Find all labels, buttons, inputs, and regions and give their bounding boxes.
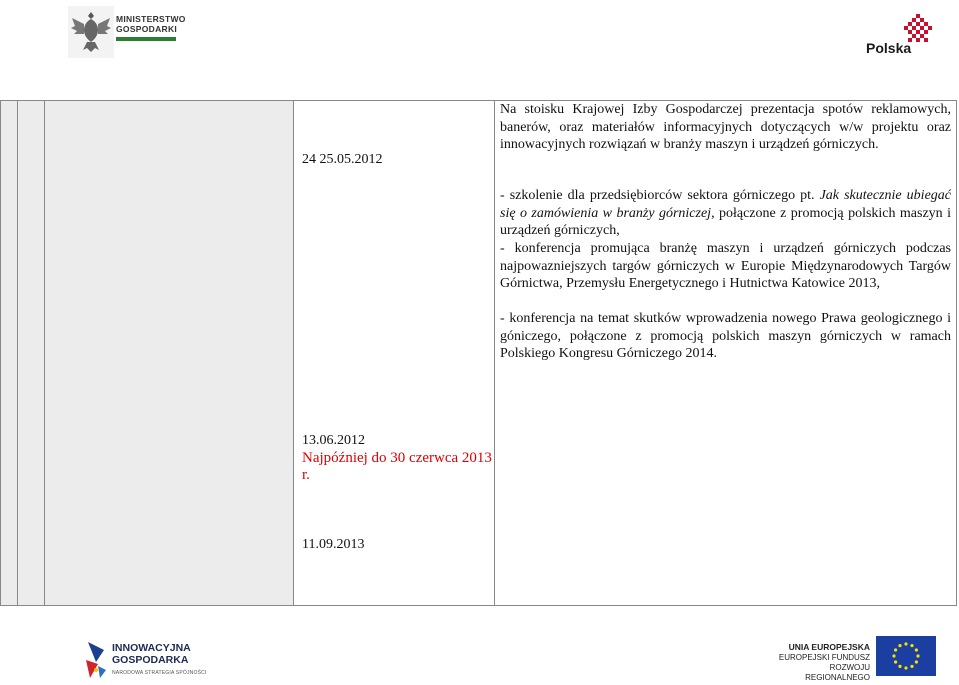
eu-stars-icon [876, 636, 936, 676]
polska-logo [860, 14, 940, 64]
ministry-logo [62, 0, 186, 62]
training-rest: , połączone z promocją polskich maszyn i urządzeń górniczych, [500, 205, 951, 239]
ig-line-2: GOSPODARKA [112, 654, 189, 666]
innowacyjna-gospodarka-logo [84, 638, 214, 683]
table-column-dates [294, 101, 495, 605]
ministry-name-line1: MINISTERSTWO [116, 14, 186, 24]
training-title: Jak skutecznie ubiegać się o zamówienia w branży górniczej [500, 188, 951, 221]
description-paragraph-3: - konferencja promująca branżę maszyn i urządzeń górniczych podczas najpowazniejszych targów górniczych w Europie Międzynarodowych Targów Górnictwa, Przemysłu Energetycznego i Hutnictwa Katowice 2013, [500, 241, 951, 292]
description-paragraph-4: - konferencja na temat skutków wprowadzenia nowego Prawa geologicznego i góniczego, połączone z promocją polskich maszyn górniczych w ramach Polskiego Kongresu Górniczego 2014. [500, 311, 951, 362]
description-paragraph-2 [500, 187, 951, 240]
table-column-2 [18, 101, 45, 605]
eu-flag-icon [876, 636, 936, 676]
ig-mark-icon [84, 640, 108, 680]
ministry-name-line2: GOSPODARKI [116, 24, 178, 34]
ig-line-1: INNOWACYJNA [112, 642, 191, 654]
ministry-green-bar [116, 37, 176, 41]
date-row-3: 11.09.2013 [302, 537, 365, 552]
ig-subtitle: NARODOWA STRATEGIA SPÓJNOŚCI [112, 670, 207, 676]
date-row-1: 24 25.05.2012 [302, 152, 383, 167]
ue-line-1: UNIA EUROPEJSKA [788, 642, 870, 652]
polska-wordmark: Polska [866, 40, 912, 56]
ue-line-2: EUROPEJSKI FUNDUSZ [778, 653, 870, 662]
table-column-3 [45, 101, 294, 605]
ue-line-3: ROZWOJU REGIONALNEGO [805, 663, 870, 682]
date-row-2: 13.06.2012 [302, 433, 365, 448]
table-column-1 [1, 101, 18, 605]
eu-logo [770, 636, 940, 682]
description-paragraph-1: Na stoisku Krajowej Izby Gospodarczej prezentacja spotów reklamowych, banerów, oraz materiałów informacyjnych dotyczących w/w projektu oraz innowacyjnych rozwiązań w branży maszyn i urządzeń górniczych. [500, 102, 951, 153]
deadline-note: Najpóźniej do 30 czerwca 2013 r. [302, 450, 492, 483]
eagle-emblem-icon [68, 6, 114, 58]
training-lead: - szkolenie dla przedsiębiorców sektora górniczego pt. [500, 188, 820, 203]
